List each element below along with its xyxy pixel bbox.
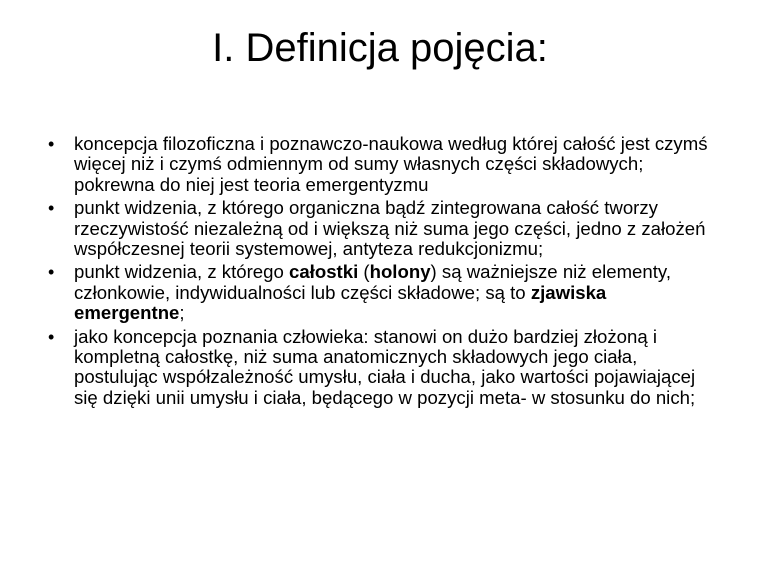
bullet-text-segment: ( bbox=[358, 261, 370, 283]
bullet-list bbox=[48, 134, 718, 411]
bullet-dot-icon: • bbox=[48, 262, 55, 283]
slide-title: I. Definicja pojęcia: bbox=[212, 26, 548, 70]
bullet-item bbox=[48, 262, 718, 323]
bullet-dot-icon: • bbox=[48, 198, 55, 219]
bold-term: zjawiska emergentne bbox=[74, 281, 607, 324]
bold-term: holony bbox=[369, 261, 431, 283]
bullet-text: punkt widzenia, z którego organiczna bądź zintegrowana całość tworzy rzeczywistość niezależną od i większą niż suma jego części, jedno z założeń współczesnej teorii systemowej, antyteza redukcjonizmu; bbox=[74, 197, 706, 260]
bullet-text: jako koncepcja poznania człowieka: stanowi on dużo bardziej złożoną i kompletną całostkę, niż suma anatomicznych składowych jego ciała, postulując współzależność umysłu, ciała i ducha, jako wartości pojawiającej się dzięki unii umysłu i ciała, będącego w pozycji meta- w stosunku do nich; bbox=[74, 325, 696, 408]
bullet-text-segment: ) są ważniejsze niż elementy, członkowie, indywidualności lub części składowe; są to bbox=[74, 261, 671, 303]
bullet-text-segment: punkt widzenia, z którego bbox=[74, 261, 289, 283]
bullet-dot-icon: • bbox=[48, 326, 55, 347]
bullet-dot-icon: • bbox=[48, 134, 55, 154]
bullet-item bbox=[48, 134, 718, 195]
bullet-item bbox=[48, 327, 718, 409]
bullet-item bbox=[48, 198, 718, 259]
bold-term: całostki bbox=[288, 261, 359, 283]
bullet-text: koncepcja filozoficzna i poznawczo-naukowa według której całość jest czymś więcej niż i czymś odmiennym od sumy własnych części składowych; pokrewna do niej jest teoria emergentyzmu bbox=[74, 133, 708, 195]
bullet-text-segment: ; bbox=[179, 302, 185, 324]
